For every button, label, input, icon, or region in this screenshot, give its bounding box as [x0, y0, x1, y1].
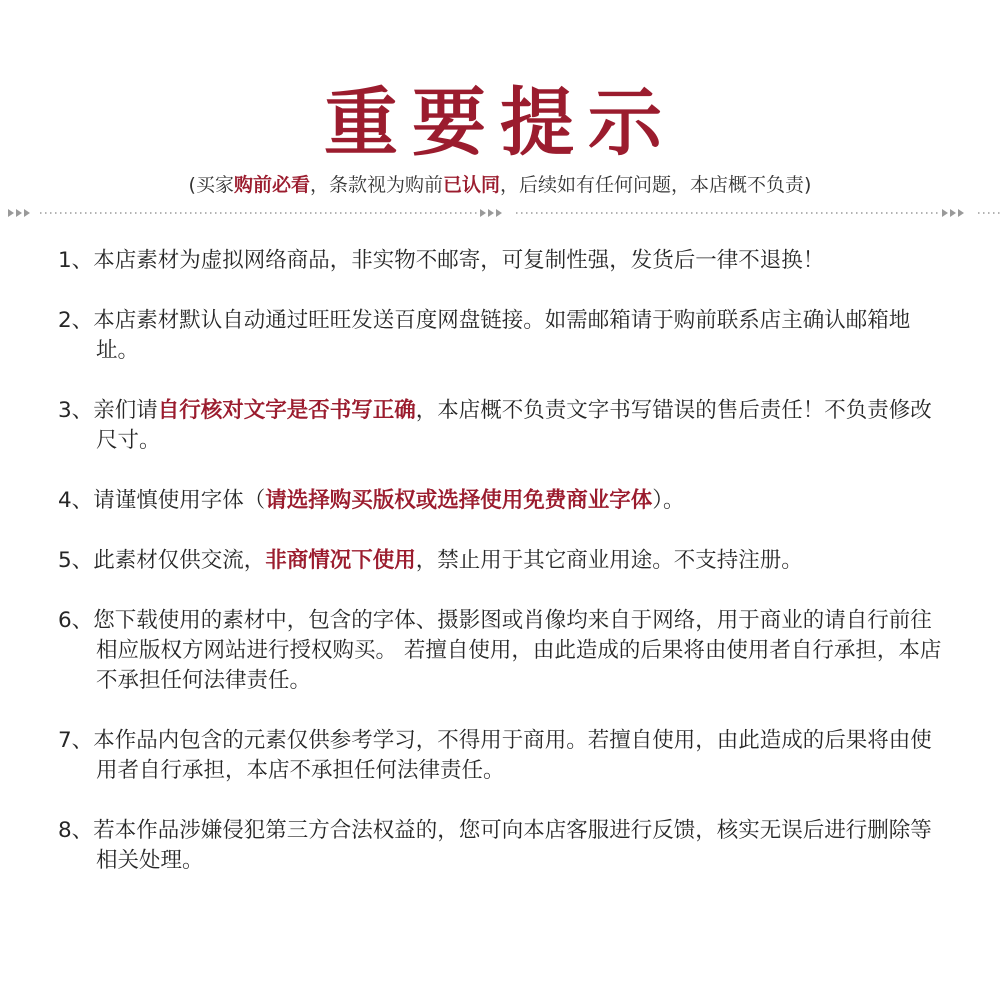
subtitle-close: ，后续如有任何问题，本店概不负责)	[500, 174, 812, 196]
dotted-divider	[0, 205, 1000, 221]
item-emphasis: 请选择购买版权或选择使用免费商业字体	[265, 488, 653, 513]
item-emphasis: 自行核对文字是否书写正确	[157, 398, 416, 423]
item-text-tail: ，禁止用于其它商业用途。不支持注册。	[415, 548, 803, 573]
item-text: 亲们请	[93, 398, 158, 423]
item-number: 5、	[58, 548, 94, 573]
item-number: 6、	[58, 608, 94, 633]
notice-item-6	[58, 606, 948, 696]
item-text: 本店素材为虚拟网络商品，非实物不邮寄，可复制性强，发货后一律不退换！	[93, 248, 825, 273]
notice-list	[58, 236, 948, 876]
item-text: 您下载使用的素材中，包含的字体、摄影图或肖像均来自于网络，用于商业的请自行前往相应版权方网站进行授权购买。 若擅自使用，由此造成的后果将由使用者自行承担，本店不承担任何法律责任。	[93, 608, 942, 693]
subtitle-emphasis-agreed: 已认同	[443, 174, 501, 196]
notice-item-7	[58, 726, 948, 786]
notice-item-2	[58, 306, 948, 366]
subtitle	[0, 170, 1000, 200]
subtitle-open: (买家	[188, 174, 234, 196]
item-emphasis: 非商情况下使用	[265, 548, 416, 573]
item-text: 此素材仅供交流，	[93, 548, 266, 573]
subtitle-emphasis-must-read: 购前必看	[233, 174, 310, 196]
item-number: 1、	[58, 248, 94, 273]
chevron-arrows-icon	[8, 209, 30, 217]
item-text: 若本作品涉嫌侵犯第三方合法权益的，您可向本店客服进行反馈，核实无误后进行删除等相关处理。	[93, 818, 932, 873]
item-text-tail: ）。	[652, 488, 685, 513]
item-number: 7、	[58, 728, 94, 753]
notice-item-4	[58, 486, 948, 516]
chevron-arrows-icon	[480, 209, 502, 217]
item-text-tail: ，本店概不负责文字书写错误的售后责任！不负责修改尺寸。	[96, 398, 932, 453]
notice-item-8	[58, 816, 948, 876]
item-text: 本店素材默认自动通过旺旺发送百度网盘链接。如需邮箱请于购前联系店主确认邮箱地址。	[93, 308, 911, 363]
page-title: 重要提示	[324, 80, 676, 166]
notice-item-1	[58, 246, 948, 276]
notice-item-5	[58, 546, 948, 576]
chevron-arrows-icon	[942, 209, 964, 217]
item-number: 3、	[58, 398, 94, 423]
item-number: 2、	[58, 308, 94, 333]
item-text: 请谨慎使用字体（	[93, 488, 266, 513]
notice-item-3	[58, 396, 948, 456]
item-number: 8、	[58, 818, 94, 843]
subtitle-middle: ，条款视为购前	[309, 174, 443, 196]
item-text: 本作品内包含的元素仅供参考学习，不得用于商用。若擅自使用，由此造成的后果将由使用者自行承担，本店不承担任何法律责任。	[93, 728, 932, 783]
item-number: 4、	[58, 488, 94, 513]
